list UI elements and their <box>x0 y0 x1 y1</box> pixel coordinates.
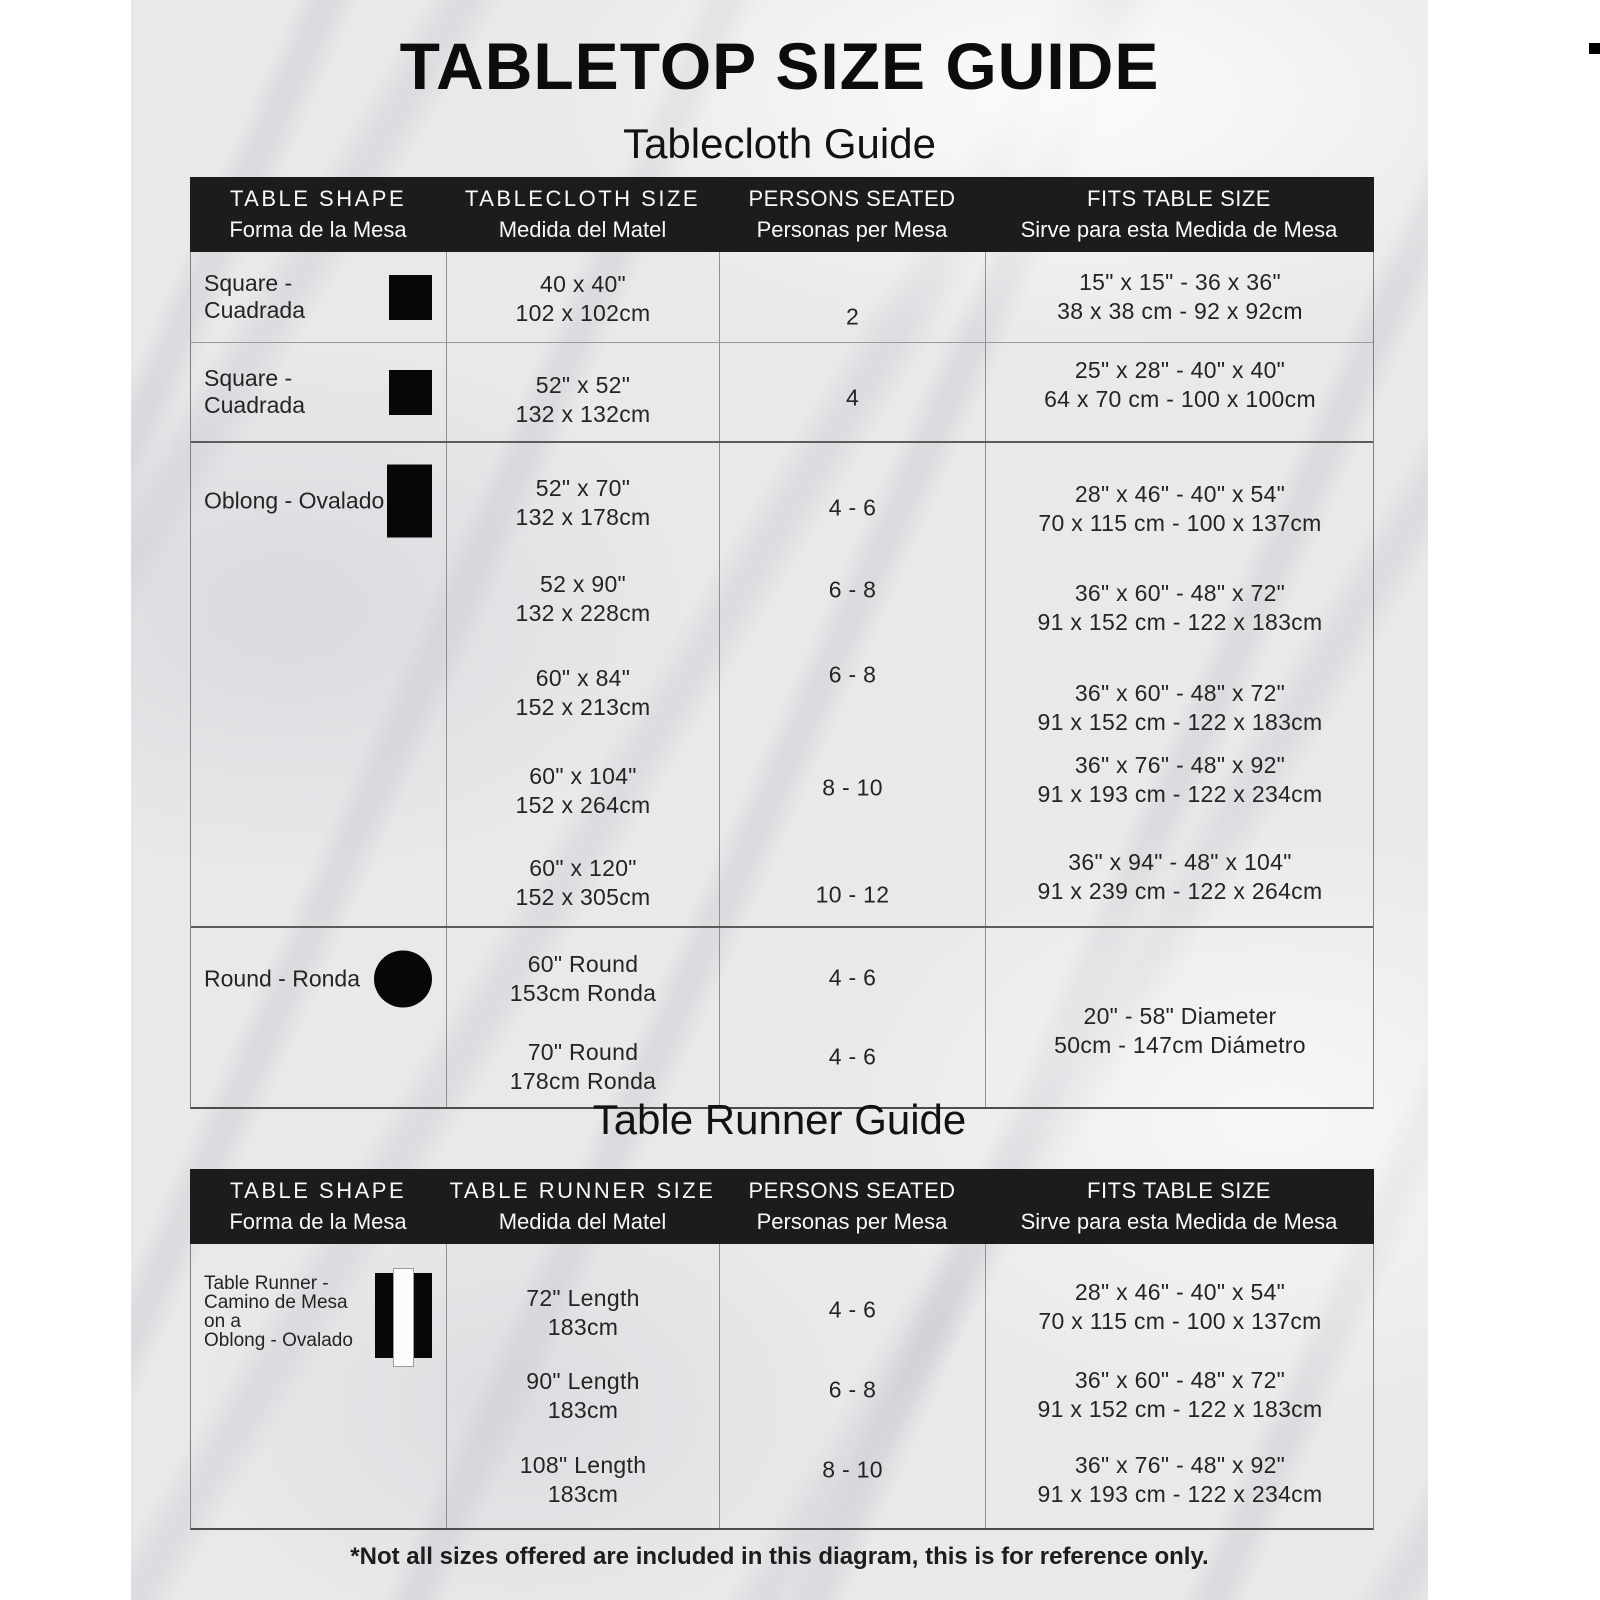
persons-cell <box>720 252 986 342</box>
size-cm: 183cm <box>547 1314 619 1340</box>
persons-cell <box>720 443 986 926</box>
size-inches: 60" x 104" <box>529 763 637 789</box>
persons-count: 4 - 6 <box>828 1043 877 1070</box>
size-inches: 52" x 52" <box>535 372 631 398</box>
header-persons-seated <box>719 177 985 252</box>
persons-cell <box>720 343 986 441</box>
persons-count: 4 - 6 <box>828 964 877 991</box>
header-persons-seated <box>719 1169 985 1244</box>
fits-inches: 20" - 58" Diameter <box>1083 1003 1277 1029</box>
fits-cm: 91 x 193 cm - 122 x 234cm <box>1037 781 1323 807</box>
fits-inches: 36" x 60" - 48" x 72" <box>1074 680 1286 706</box>
size-cm: 102 x 102cm <box>515 300 651 326</box>
fits-cm: 91 x 152 cm - 122 x 183cm <box>1037 609 1323 635</box>
shape-label-line: Oblong - Ovalado <box>204 1330 353 1351</box>
shape-label-line: on a <box>204 1311 241 1332</box>
fits-inches: 36" x 60" - 48" x 72" <box>1074 1367 1286 1393</box>
shape-label-line: Table Runner - <box>204 1273 329 1294</box>
size-cm: 183cm <box>547 1481 619 1507</box>
fits-cm: 91 x 239 cm - 122 x 264cm <box>1037 878 1323 904</box>
square-icon <box>389 275 432 320</box>
persons-count: 8 - 10 <box>822 1456 883 1483</box>
size-cm: 132 x 132cm <box>515 401 651 427</box>
fits-inches: 25" x 28" - 40" x 40" <box>1074 357 1286 383</box>
fits-inches: 28" x 46" - 40" x 54" <box>1074 481 1286 507</box>
runner-guide-heading: Table Runner Guide <box>592 1096 967 1143</box>
shape-cell <box>191 252 447 342</box>
size-cm: 152 x 305cm <box>515 884 651 910</box>
persons-count: 4 - 6 <box>828 494 877 521</box>
fits-cm: 91 x 193 cm - 122 x 234cm <box>1037 1481 1323 1507</box>
fits-inches: 36" x 60" - 48" x 72" <box>1074 580 1286 606</box>
edge-crop-mark <box>1589 43 1600 54</box>
shape-label: Oblong - Ovalado <box>204 487 385 514</box>
fits-cell <box>986 928 1374 1107</box>
persons-count: 4 - 6 <box>828 1296 877 1323</box>
fits-inches: 28" x 46" - 40" x 54" <box>1074 1279 1286 1305</box>
shape-label-line: Camino de Mesa <box>204 1292 348 1313</box>
header-en: FITS TABLE SIZE <box>1087 186 1271 211</box>
header-en: TABLECLOTH SIZE <box>464 186 701 211</box>
fits-inches: 15" x 15" - 36 x 36" <box>1079 269 1281 295</box>
persons-count: 6 - 8 <box>828 661 877 688</box>
header-en: PERSONS SEATED <box>748 1178 956 1203</box>
oblong-icon <box>387 465 432 538</box>
size-inches: 40 x 40" <box>539 271 626 297</box>
fits-cm: 70 x 115 cm - 100 x 137cm <box>1038 1308 1322 1334</box>
table-runner-table <box>190 1169 1374 1530</box>
size-cell <box>447 343 720 441</box>
shape-label: Round - Ronda <box>204 965 360 992</box>
tablecloth-guide-heading: Tablecloth Guide <box>623 120 936 167</box>
fits-cm: 70 x 115 cm - 100 x 137cm <box>1038 510 1322 536</box>
tablecloth-table <box>190 177 1374 1109</box>
persons-count: 4 <box>845 384 860 411</box>
persons-count: 6 - 8 <box>828 1376 877 1403</box>
size-cm: 132 x 228cm <box>515 600 651 626</box>
size-inches: 52" x 70" <box>535 475 631 501</box>
size-cell <box>447 252 720 342</box>
header-es: Forma de la Mesa <box>229 1209 407 1234</box>
size-inches: 72" Length <box>526 1285 640 1311</box>
fits-cm: 91 x 152 cm - 122 x 183cm <box>1037 709 1323 735</box>
header-es: Medida del Matel <box>498 217 667 242</box>
header-table-shape <box>190 1169 446 1244</box>
header-es: Personas per Mesa <box>756 1209 948 1234</box>
table-row <box>191 926 1373 1107</box>
header-table-shape <box>190 177 446 252</box>
size-cm: 152 x 264cm <box>515 792 651 818</box>
shape-cell <box>191 443 447 926</box>
shape-label: Square - Cuadrada <box>204 270 306 323</box>
persons-count: 2 <box>845 303 860 330</box>
fits-inches: 36" x 76" - 48" x 92" <box>1074 1452 1286 1478</box>
shape-label <box>204 1274 353 1350</box>
shape-cell <box>191 343 447 441</box>
header-en: TABLE SHAPE <box>229 1178 407 1203</box>
header-es: Forma de la Mesa <box>229 217 407 242</box>
size-cm: 178cm Ronda <box>509 1068 657 1094</box>
size-cm: 132 x 178cm <box>515 504 651 530</box>
fits-cm: 64 x 70 cm - 100 x 100cm <box>1044 386 1316 412</box>
table-row <box>191 342 1373 441</box>
persons-cell <box>720 1244 986 1528</box>
footnote: *Not all sizes offered are included in this diagram, this is for reference only. <box>350 1543 1209 1570</box>
fits-cm: 91 x 152 cm - 122 x 183cm <box>1037 1396 1323 1422</box>
fits-cell <box>986 343 1374 441</box>
size-inches: 108" Length <box>519 1452 647 1478</box>
size-inches: 60" x 84" <box>535 665 631 691</box>
persons-count: 6 - 8 <box>828 576 877 603</box>
header-es: Sirve para esta Medida de Mesa <box>1020 1209 1338 1234</box>
size-cm: 152 x 213cm <box>515 694 651 720</box>
persons-cell <box>720 928 986 1107</box>
header-en: TABLE RUNNER SIZE <box>449 1178 716 1203</box>
tablecloth-table-header <box>190 177 1374 252</box>
persons-count: 10 - 12 <box>815 881 890 908</box>
header-en: FITS TABLE SIZE <box>1087 1178 1271 1203</box>
header-fits-table-size <box>985 177 1373 252</box>
size-cm: 153cm Ronda <box>509 980 657 1006</box>
header-es: Sirve para esta Medida de Mesa <box>1020 217 1338 242</box>
fits-inches: 36" x 94" - 48" x 104" <box>1068 849 1292 875</box>
page-title: TABLETOP SIZE GUIDE <box>399 29 1160 103</box>
persons-count: 8 - 10 <box>822 774 883 801</box>
shape-cell <box>191 1244 447 1528</box>
table-row <box>191 1244 1373 1528</box>
fits-cm: 38 x 38 cm - 92 x 92cm <box>1057 298 1303 324</box>
header-en: TABLE SHAPE <box>229 186 407 211</box>
header-es: Personas per Mesa <box>756 217 948 242</box>
circle-icon <box>374 951 432 1008</box>
fits-cm: 50cm - 147cm Diámetro <box>1054 1032 1306 1058</box>
fits-cell <box>986 252 1374 342</box>
size-inches: 52 x 90" <box>539 571 626 597</box>
size-cm: 183cm <box>547 1397 619 1423</box>
header-tablecloth-size <box>446 177 719 252</box>
table-row <box>191 252 1373 342</box>
table-runner-icon <box>375 1268 432 1367</box>
size-inches: 60" x 120" <box>529 855 637 881</box>
runner-stripe-icon <box>393 1268 414 1367</box>
size-cell <box>447 928 720 1107</box>
size-cell <box>447 443 720 926</box>
size-inches: 70" Round <box>527 1039 639 1065</box>
shape-cell <box>191 928 447 1107</box>
size-cell <box>447 1244 720 1528</box>
size-inches: 60" Round <box>527 951 639 977</box>
fits-cell <box>986 1244 1374 1528</box>
table-row <box>191 441 1373 926</box>
header-fits-table-size <box>985 1169 1373 1244</box>
size-inches: 90" Length <box>526 1368 640 1394</box>
fits-cell <box>986 443 1374 926</box>
header-es: Medida del Matel <box>498 1209 667 1234</box>
fits-inches: 36" x 76" - 48" x 92" <box>1074 752 1286 778</box>
header-en: PERSONS SEATED <box>748 186 956 211</box>
square-icon <box>389 370 432 415</box>
runner-table-header <box>190 1169 1374 1244</box>
shape-label: Square - Cuadrada <box>204 365 306 418</box>
header-runner-size <box>446 1169 719 1244</box>
